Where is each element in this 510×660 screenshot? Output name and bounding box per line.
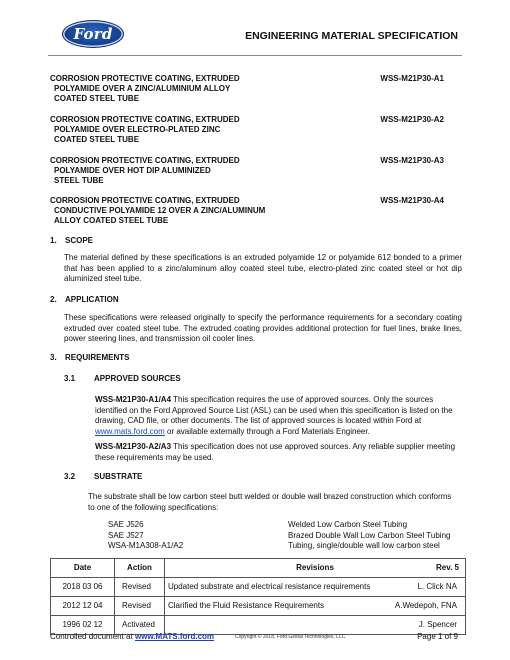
copyright-notice: Copyright © 2018, Ford Global Technologies, LLC <box>235 634 346 640</box>
table-header-row <box>51 559 466 578</box>
cell-action: Revised <box>115 597 165 616</box>
spec-description: Tubing, single/double wall low carbon steel <box>288 541 440 550</box>
substrate-paragraph: The substrate shall be low carbon steel butt welded or double wall brazed construction which conforms to one of the following specifications: <box>88 492 452 512</box>
cell-revision <box>165 578 466 597</box>
spec-block-a4 <box>50 196 460 226</box>
spec-block-a2 <box>50 115 460 145</box>
cell-action: Revised <box>115 578 165 597</box>
section-heading-scope <box>50 236 93 246</box>
spec-code: WSS-M21P30-A1 <box>380 74 444 83</box>
list-item <box>108 541 460 552</box>
page-number: Page 1 of 9 <box>417 632 458 641</box>
revisions-label: Revisions <box>296 563 334 572</box>
paragraph-text: or available externally through a Ford Materials Engineer. <box>164 426 370 436</box>
spec-code: WSS-M21P30-A3 <box>380 156 444 165</box>
subsection-title: APPROVED SOURCES <box>94 374 181 383</box>
spec-line: COATED STEEL TUBE <box>54 94 140 103</box>
spec-line: COATED STEEL TUBE <box>54 135 140 144</box>
subsection-title: SUBSTRATE <box>94 472 143 481</box>
column-header-action: Action <box>115 559 165 578</box>
logo-text: Ford <box>73 24 113 43</box>
revision-author: J. Spencer <box>418 620 457 629</box>
substrate-spec-list <box>108 520 460 552</box>
section-heading-application <box>50 295 119 305</box>
spec-line: STEEL TUBE <box>54 176 104 185</box>
footer-text: Controlled document at <box>50 632 135 641</box>
spec-line: CORROSION PROTECTIVE COATING, EXTRUDED <box>50 115 240 124</box>
section-title: APPLICATION <box>65 295 119 304</box>
spec-line: CORROSION PROTECTIVE COATING, EXTRUDED <box>50 196 240 205</box>
table-row <box>51 578 466 597</box>
revision-author: L. Click NA <box>417 582 457 591</box>
paragraph-text: This specification requires the use of approved sources. Only the sources identified on the Ford Approved Source List (ASL) can be used when this specification is listed on the drawing, CAD file, or other documents. The list of approved sources is located within Ford at <box>95 395 453 425</box>
section-number: 3. <box>50 353 57 362</box>
subsection-number: 3.1 <box>64 374 76 383</box>
cell-action: Activated <box>115 616 165 635</box>
spec-line: ALLOY COATED STEEL TUBE <box>54 216 169 225</box>
spec-line: POLYAMIDE OVER ELECTRO-PLATED ZINC <box>54 125 221 134</box>
application-paragraph: These specifications were released originally to specify the performance requirements for a secondary coating extruded over coated steel tube. The extruded coating provides additional protection for fuel lines, brake lines, power steering lines, and transmission oil cooler lines. <box>64 313 462 343</box>
section-number: 1. <box>50 236 57 245</box>
scope-paragraph: The material defined by these specifications is an extruded polyamide 12 or polyamide 612 bonded to a primer that has been applied to a zinc/aluminum alloy coated steel tube, electro-plated zinc coated steel or hot dip aluminized steel tube. <box>64 253 462 283</box>
spec-block-a3 <box>50 156 460 186</box>
spec-description: Welded Low Carbon Steel Tubing <box>288 520 408 529</box>
column-header-date: Date <box>51 559 115 578</box>
revision-text: Updated substrate and electrical resistance requirements <box>168 582 371 591</box>
spec-line: POLYAMIDE OVER HOT DIP ALUMINIZED <box>54 166 211 175</box>
ford-logo <box>62 20 124 48</box>
spec-reference: WSS-M21P30-A2/A3 <box>95 442 172 451</box>
spec-line: CORROSION PROTECTIVE COATING, EXTRUDED <box>50 156 240 165</box>
spec-block-a1 <box>50 74 460 104</box>
cell-date: 2012 12 04 <box>51 597 115 616</box>
spec-code: SAE J526 <box>108 520 144 529</box>
list-item <box>108 531 460 542</box>
revision-number: Rev. 5 <box>436 563 459 572</box>
spec-code: WSS-M21P30-A4 <box>380 196 444 205</box>
spec-code: WSA-M1A308-A1/A2 <box>108 541 184 550</box>
spec-line: CONDUCTIVE POLYAMIDE 12 OVER A ZINC/ALUMINUM <box>54 206 266 215</box>
spec-line: POLYAMIDE OVER A ZINC/ALUMINIUM ALLOY <box>54 84 231 93</box>
approved-sources-paragraph-1 <box>95 395 457 437</box>
spec-code: WSS-M21P30-A2 <box>380 115 444 124</box>
cell-date: 1996 02 12 <box>51 616 115 635</box>
revision-author: A.Wedepoh, FNA <box>394 601 457 610</box>
spec-line: CORROSION PROTECTIVE COATING, EXTRUDED <box>50 74 240 83</box>
section-number: 2. <box>50 295 57 304</box>
approved-sources-paragraph-2 <box>95 442 457 463</box>
document-title: ENGINEERING MATERIAL SPECIFICATION <box>245 30 458 42</box>
column-header-revisions <box>165 559 466 578</box>
revision-text: Clarified the Fluid Resistance Requirements <box>168 601 325 610</box>
section-title: REQUIREMENTS <box>65 353 130 362</box>
spec-reference: WSS-M21P30-A1/A4 <box>95 395 172 404</box>
revision-table <box>50 558 466 635</box>
cell-date: 2018 03 06 <box>51 578 115 597</box>
controlled-document-note <box>50 632 214 642</box>
subsection-heading-substrate <box>64 472 142 482</box>
section-title: SCOPE <box>65 236 94 245</box>
paragraph-text: This specification does not use approved sources. Any reliable supplier meeting these requirements may be used. <box>95 442 456 462</box>
subsection-heading-approved-sources <box>64 374 181 384</box>
cell-revision <box>165 597 466 616</box>
section-heading-requirements <box>50 353 129 363</box>
table-row <box>51 597 466 616</box>
mats-footer-link[interactable]: www.MATS.ford.com <box>134 632 215 641</box>
subsection-number: 3.2 <box>64 472 76 481</box>
spec-code: SAE J527 <box>108 530 144 540</box>
spec-description: Brazed Double Wall Low Carbon Steel Tubing <box>288 530 451 540</box>
page-header <box>48 18 462 56</box>
mats-link[interactable]: www.mats.ford.com <box>95 426 165 436</box>
list-item <box>108 520 460 531</box>
